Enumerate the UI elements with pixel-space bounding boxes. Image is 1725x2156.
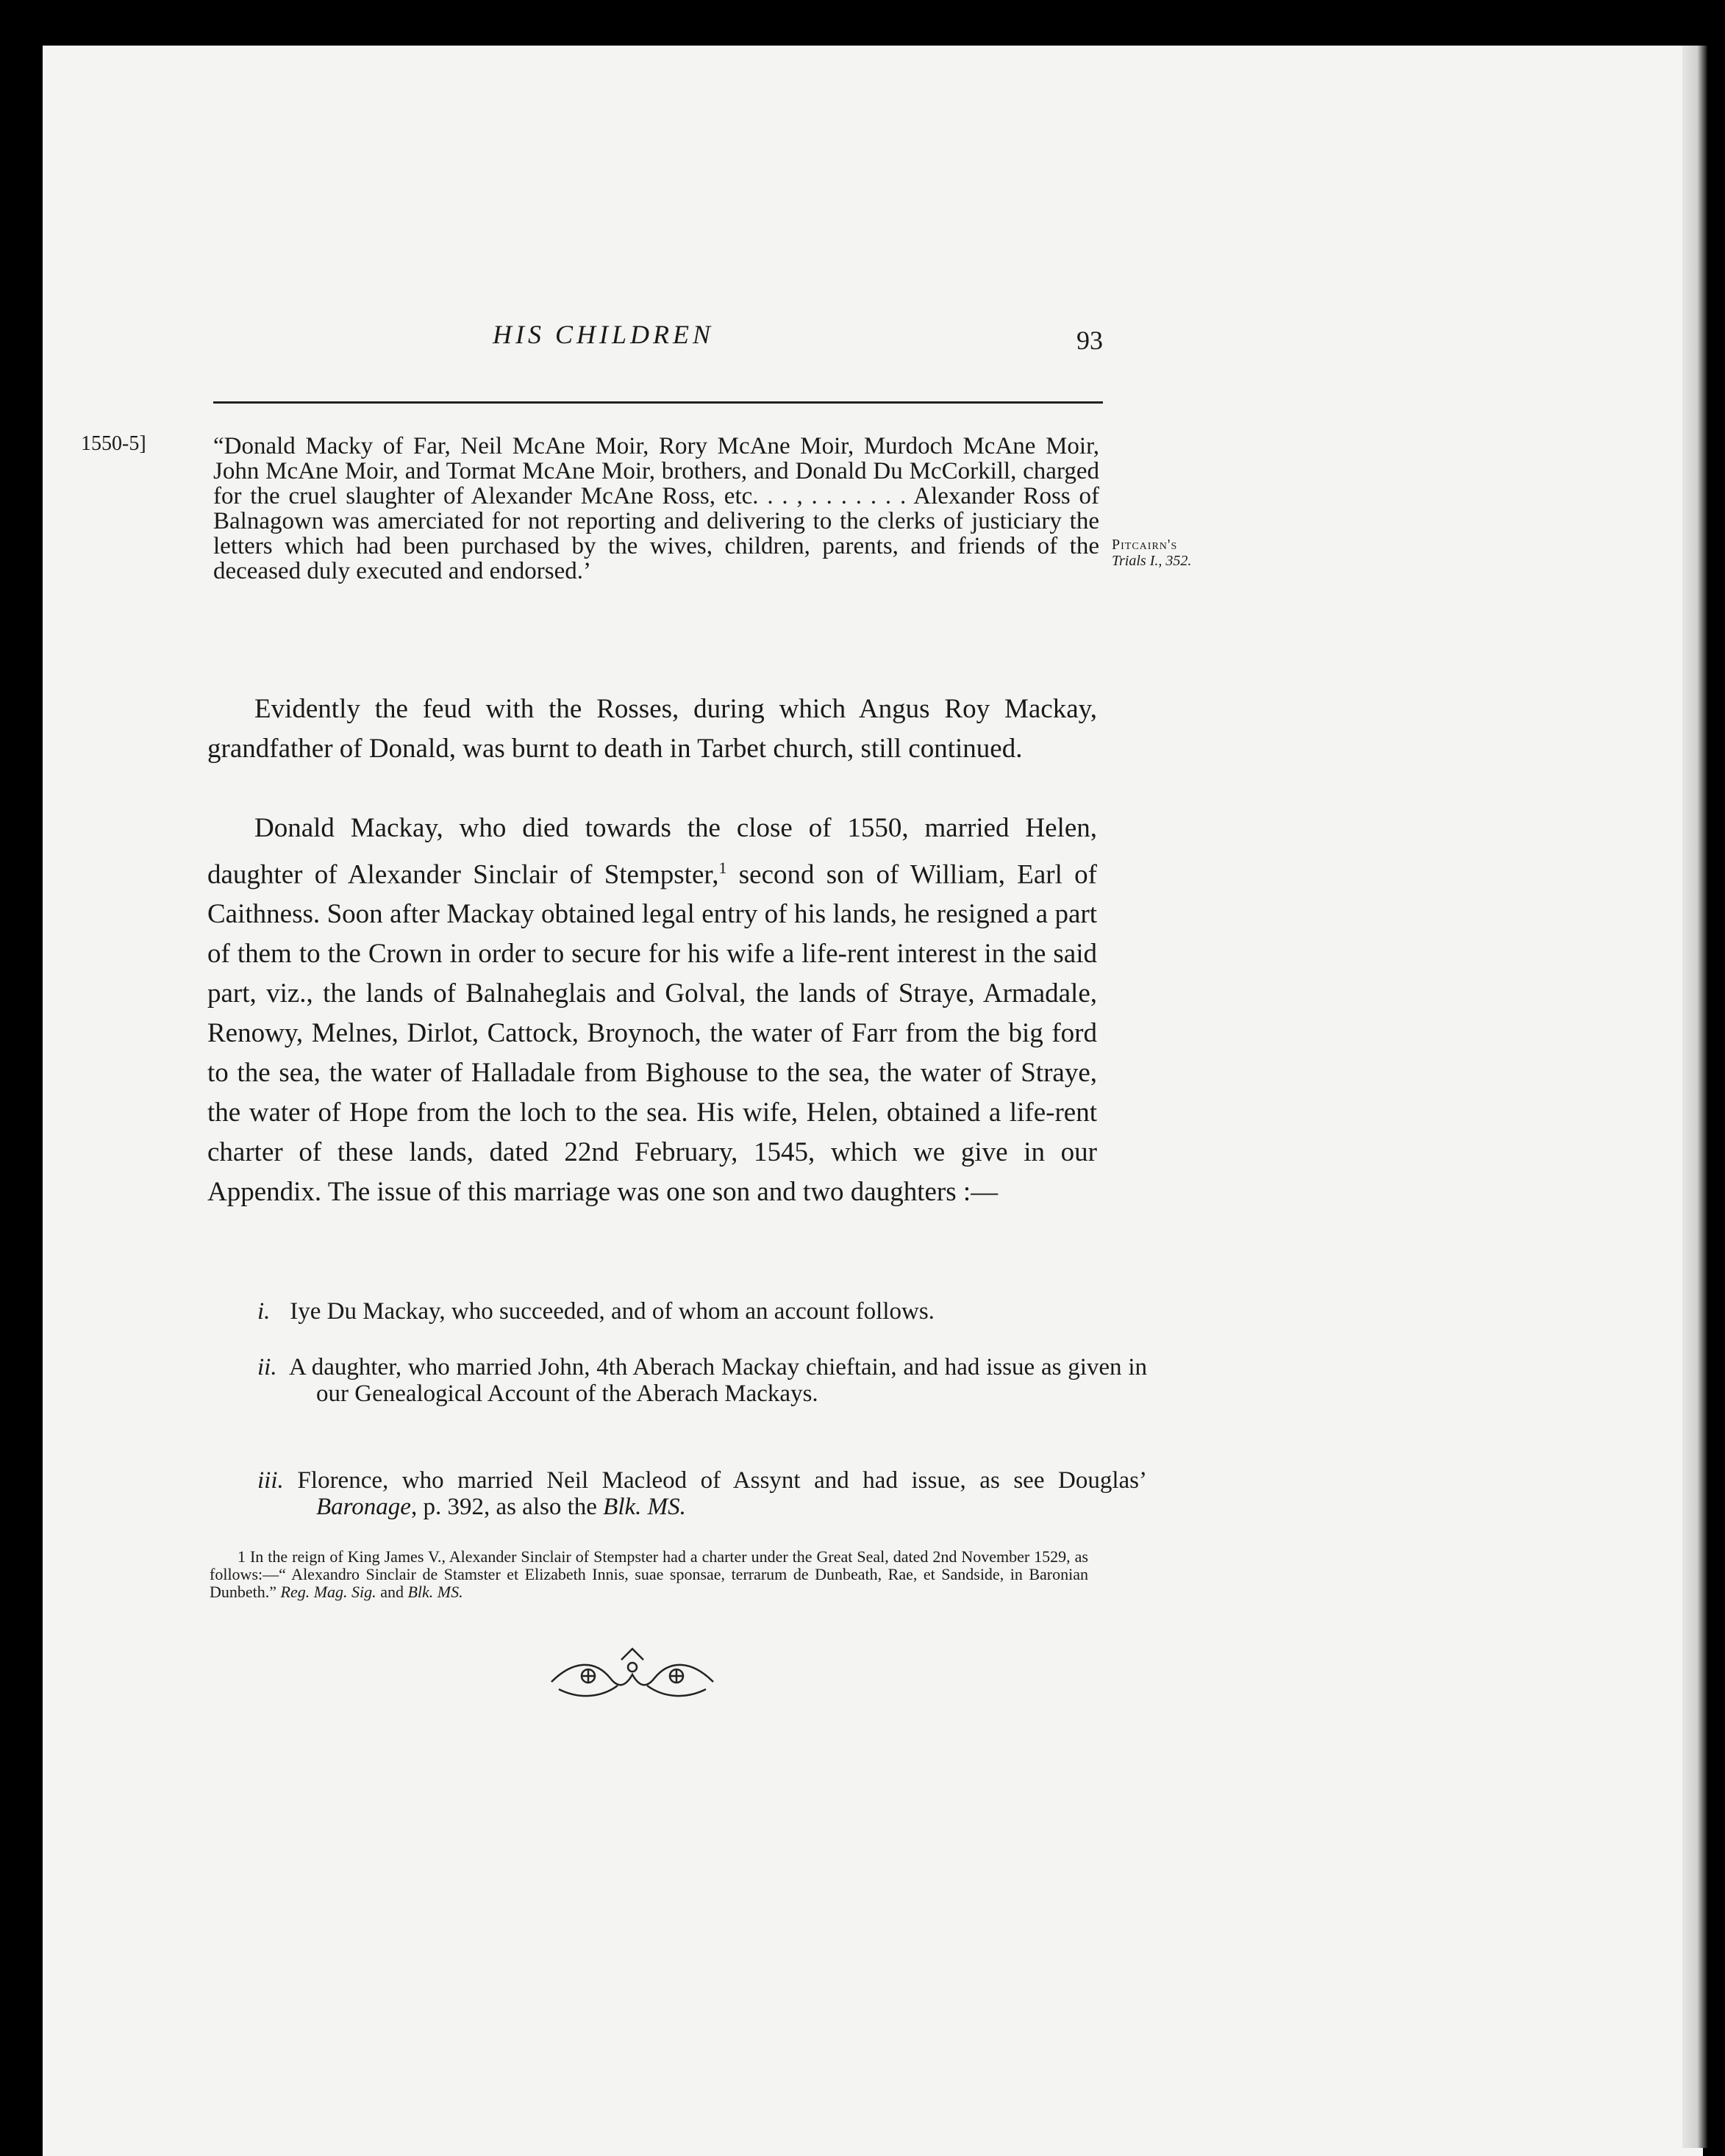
margin-date: 1550-5] (81, 432, 146, 455)
issue-numeral: i. (257, 1298, 271, 1325)
footnote-conjunction: and (376, 1583, 408, 1601)
page-edge (1682, 46, 1707, 2148)
paragraph-text-continued: second son of William, Earl of Caithness. Soon after Mackay obtained legal entry of his lands, he resigned a part of them to the Crown in order to secure for his wife a life-rent interest in the said part, viz., the lands of Balnaheglais and Golval, the lands of Straye, Armadale, Renowy, Melnes, Dirlot, Cattock, Broynoch, the water of Farr from the big ford to the sea, the water of Halladale from Bighouse to the sea, the water of Straye, the water of Hope from the loch to the sea. His wife, Helen, obtained a life-rent charter of these lands, dated 22nd February, 1545, which we give in our Appendix. The issue of this marriage was one son and two daughters :— (207, 859, 1097, 1208)
body-paragraph-2 (207, 809, 1097, 1212)
block-quote: “Donald Macky of Far, Neil McAne Moir, Rory McAne Moir, Murdoch McAne Moir, John McAne Moir, and Tormat McAne Moir, brothers, and Donald Du McCorkill, charged for the cruel slaughter of Alexander McAne Ross, etc. . . , . . . . . . . Alexander Ross of Balnagown was amerciated for not reporting and delivering to the clerks of justiciary the letters which had been purchased by the wives, children, parents, and friends of the deceased duly executed and endorsed.’ (213, 433, 1099, 584)
issue-italic-title: Baronage (316, 1494, 411, 1520)
body-paragraph-1: Evidently the feud with the Rosses, during which Angus Roy Mackay, grandfather of Donald, was burnt to death in Tarbet church, still continued. (207, 694, 1097, 764)
footnote-text: 1 In the reign of King James V., Alexander Sinclair of Stempster had a charter under the Great Seal, dated 2nd November 1529, as follows:—“ Alexandro Sinclair de Stamster et Elizabeth Innis, suae sponsae, terrarum de Dunbeath, Rae, et Sandside, in Baronian Dunbeth.” (210, 1547, 1088, 1601)
issue-text-middle: , p. 392, as also the (410, 1494, 604, 1520)
citation-reference: Trials I., 352. (1112, 553, 1192, 569)
issue-numeral: iii. (257, 1467, 284, 1494)
issue-text: A daughter, who married John, 4th Aberach Mackay chieftain, and had issue as given in our Genealogical Account of the Aberach Mackays. (288, 1354, 1147, 1407)
page-header (213, 319, 1103, 370)
citation-name: Pitcairn's (1112, 537, 1178, 553)
issue-item-1 (257, 1298, 1147, 1325)
issue-text: Iye Du Mackay, who succeeded, and of whom an account follows. (290, 1298, 935, 1325)
footnote (210, 1548, 1088, 1601)
header-rule (213, 401, 1103, 404)
footnote-marker: 1 (718, 859, 727, 877)
margin-citation (1112, 537, 1237, 569)
running-title: HIS CHILDREN (493, 320, 714, 349)
ornament-tailpiece (544, 1645, 721, 1704)
paragraph-text: Donald Mackay, who died towards the close of 1550, married Helen, daughter of Alexander Sinclair of Stempster, (207, 813, 1097, 890)
footnote-reference: Reg. Mag. Sig. (280, 1583, 376, 1601)
issue-italic-source: Blk. MS. (603, 1494, 686, 1520)
page-number: 93 (1076, 326, 1103, 355)
issue-numeral: ii. (257, 1354, 277, 1380)
footnote-reference-2: Blk. MS. (407, 1583, 463, 1601)
issue-item-2 (257, 1354, 1147, 1407)
issue-item-3 (257, 1467, 1147, 1520)
issue-text: Florence, who married Neil Macleod of Assynt and had issue, as see Douglas’ (297, 1467, 1147, 1494)
